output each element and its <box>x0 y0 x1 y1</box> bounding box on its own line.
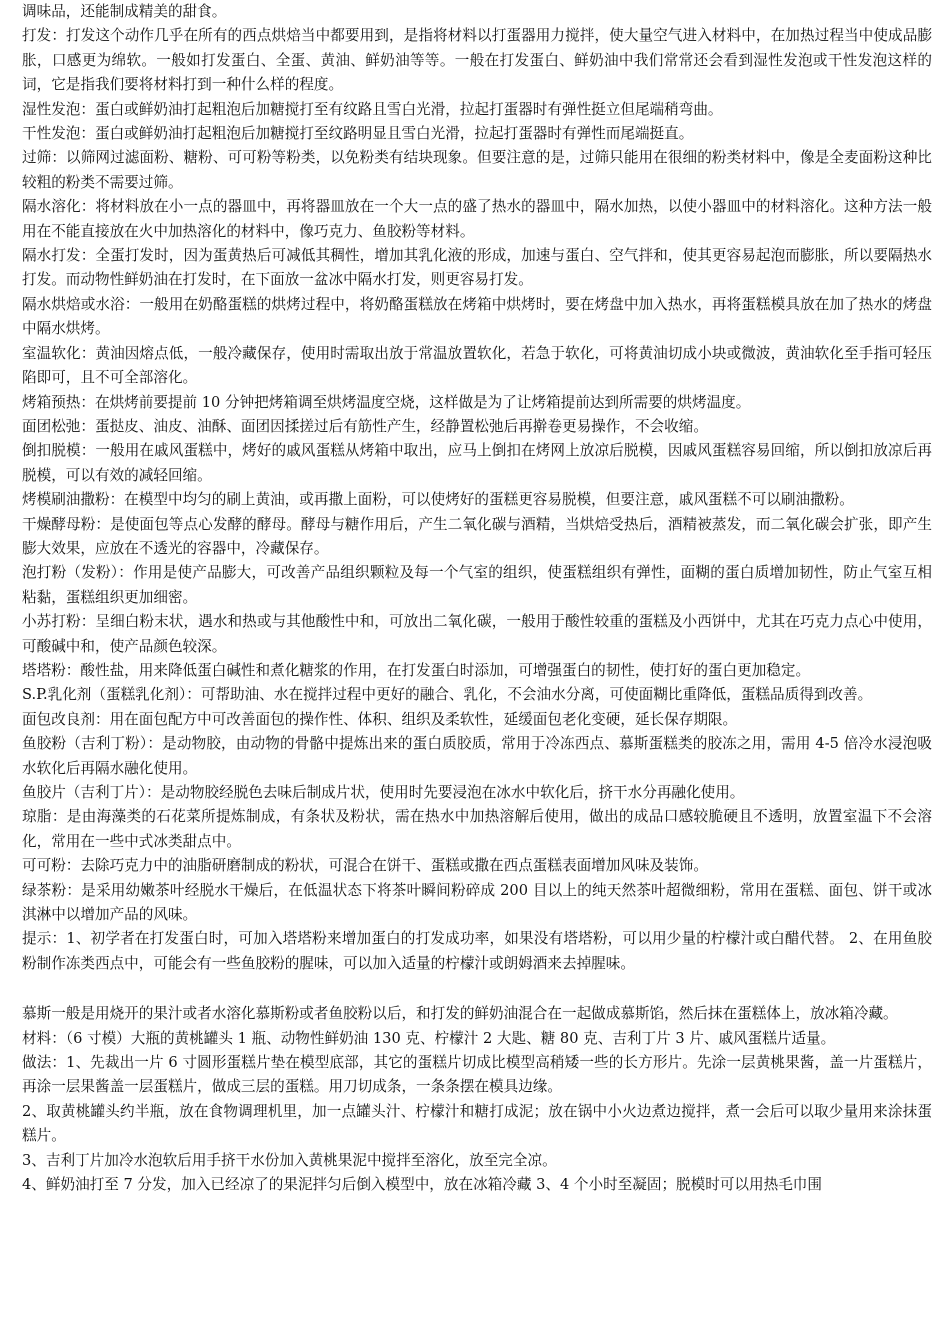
paragraph-mousse-intro: 慕斯一般是用烧开的果汁或者水溶化慕斯粉或者鱼胶粉以后，和打发的鲜奶油混合在一起做成慕斯馅，然后抹在蛋糕体上，放冰箱冷藏。 <box>22 1005 898 1023</box>
paragraph-dry-yeast: 干燥酵母粉：是使面包等点心发酵的酵母。酵母与糖作用后，产生二氧化碳与酒精，当烘焙受热后，酒精被蒸发，而二氧化碳会扩张，即产生膨大效果，应放在不透光的容器中，冷藏保存。 <box>22 515 932 557</box>
paragraph-intro-continuation: 调味品，还能制成精美的甜食。 <box>22 3 227 20</box>
paragraph-method-step-4: 4、鲜奶油打至 7 分发，加入已经凉了的果泥拌匀后倒入模型中，放在冰箱冷藏 3、4 个小时至凝固；脱模时可以用热毛巾围 <box>22 1176 822 1194</box>
paragraph-baking-powder: 泡打粉（发粉）：作用是使产品膨大，可改善产品组织颗粒及每一个气室的组织，使蛋糕组织有弹性，面糊的蛋白质增加韧性，防止气室互相粘黏，蛋糕组织更加细密。 <box>22 564 932 606</box>
paragraph-matcha-powder: 绿茶粉：是采用幼嫩茶叶经脱水干燥后，在低温状态下将茶叶瞬间粉碎成 200 目以上的纯天然茶叶超微细粉，常用在蛋糕、面包、饼干或冰淇淋中以增加产品的风味。 <box>22 881 932 924</box>
paragraph-dough-resting: 面团松弛：蛋挞皮、油皮、油酥、面团因揉搓过后有筋性产生，经静置松弛后再擀卷更易操作，不会收缩。 <box>22 417 708 435</box>
paragraph-water-bath-whipping: 隔水打发：全蛋打发时，因为蛋黄热后可减低其稠性，增加其乳化液的形成，加速与蛋白、空气拌和，使其更容易起泡而膨胀，所以要隔热水打发。而动物性鲜奶油在打发时，在下面放一盆冰中隔水打发，则更容易打发。 <box>22 247 932 289</box>
paragraph-baking-soda: 小苏打粉：呈细白粉末状，遇水和热或与其他酸性中和，可放出二氧化碳，一般用于酸性较重的蛋糕及小西饼中，尤其在巧克力点心中使用，可酸碱中和，使产品颜色较深。 <box>22 613 932 655</box>
paragraph-sifting: 过筛：以筛网过滤面粉、糖粉、可可粉等粉类，以免粉类有结块现象。但要注意的是，过筛只能用在很细的粉类材料中，像是全麦面粉这种比较粗的粉类不需要过筛。 <box>22 149 932 191</box>
paragraph-oven-preheat: 烤箱预热：在烘烤前要提前 10 分钟把烤箱调至烘烤温度空烧，这样做是为了让烤箱提前达到所需要的烘烤温度。 <box>22 393 751 411</box>
paragraph-method-step-3: 3、吉利丁片加冷水泡软后用手挤干水份加入黄桃果泥中搅拌至溶化，放至完全凉。 <box>22 1151 557 1169</box>
paragraph-agar: 琼脂：是由海藻类的石花菜所提炼制成，有条状及粉状，需在热水中加热溶解后使用，做出的成品口感较脆硬且不透明，放置室温下不会溶化，常用在一些中式冰类甜点中。 <box>22 808 932 850</box>
paragraph-ingredients: 材料：（6 寸模）大瓶的黄桃罐头 1 瓶、动物性鲜奶油 130 克、柠檬汁 2 大匙、糖 80 克、吉利丁片 3 片、戚风蛋糕片适量。 <box>22 1029 836 1047</box>
paragraph-sp-emulsifier: S.P.乳化剂（蛋糕乳化剂）：可帮助油、水在搅拌过程中更好的融合、乳化，不会油水分离，可使面糊比重降低，蛋糕品质得到改善。 <box>22 686 873 704</box>
paragraph-room-temp-softening: 室温软化：黄油因熔点低，一般冷藏保存，使用时需取出放于常温放置软化，若急于软化，可将黄油切成小块或微波，黄油软化至手指可轻压陷即可，且不可全部溶化。 <box>22 344 932 387</box>
paragraph-cream-of-tartar: 塔塔粉：酸性盐，用来降低蛋白碱性和煮化糖浆的作用，在打发蛋白时添加，可增强蛋白的韧性，使打好的蛋白更加稳定。 <box>22 661 811 679</box>
paragraph-method-step-2: 2、取黄桃罐头约半瓶，放在食物调理机里，加一点罐头汁、柠檬汁和糖打成泥；放在锅中小火边煮边搅拌，煮一会后可以取少量用来涂抹蛋糕片。 <box>22 1102 932 1145</box>
paragraph-water-bath-melting: 隔水溶化：将材料放在小一点的器皿中，再将器皿放在一个大一点的盛了热水的器皿中，隔水加热，以使小器皿中的材料溶化。这种方法一般用在不能直接放在火中加热溶化的材料中，像巧克力、鱼胶粉等材料。 <box>22 198 932 240</box>
paragraph-cocoa-powder: 可可粉：去除巧克力中的油脂研磨制成的粉状，可混合在饼干、蛋糕或撒在西点蛋糕表面增加风味及装饰。 <box>22 857 708 875</box>
paragraph-greasing-mold: 烤模刷油撒粉：在模型中均匀的刷上黄油，或再撒上面粉，可以使烤好的蛋糕更容易脱模，但要注意，戚风蛋糕不可以刷油撒粉。 <box>22 491 854 509</box>
paragraph-inverted-demolding: 倒扣脱模：一般用在戚风蛋糕中，烤好的戚风蛋糕从烤箱中取出，应马上倒扣在烤网上放凉后脱模，因戚风蛋糕容易回缩，所以倒扣放凉后再脱模，可以有效的减轻回缩。 <box>22 442 932 484</box>
paragraph-method-step-1: 做法：1、先裁出一片 6 寸圆形蛋糕片垫在模型底部，其它的蛋糕片切成比模型高稍矮一些的长方形片。先涂一层黄桃果酱，盖一片蛋糕片，再涂一层果酱盖一层蛋糕片，做成三层的蛋糕。用刀切成条，一条条摆在模具边缘。 <box>22 1054 932 1096</box>
section-spacer <box>22 976 932 1002</box>
paragraph-gelatin-sheets: 鱼胶片（吉利丁片）：是动物胶经脱色去味后制成片状，使用时先要浸泡在冰水中软化后，挤干水分再融化使用。 <box>22 784 745 801</box>
paragraph-whipping: 打发：打发这个动作几乎在所有的西点烘焙当中都要用到，是指将材料以打蛋器用力搅拌，使大量空气进入材料中，在加热过程当中使成品膨胀，口感更为绵软。一般如打发蛋白、全蛋、黄油、鲜奶油等等。一般在打发蛋白、鲜奶油中我们常常还会看到湿性发泡或干性发泡这样的词，它是指我们要将材料打到一种什么样的程度。 <box>22 27 932 94</box>
paragraph-stiff-peak: 干性发泡：蛋白或鲜奶油打起粗泡后加糖搅打至纹路明显且雪白光滑，拉起打蛋器时有弹性而尾端挺直。 <box>22 125 694 143</box>
paragraph-tips: 提示：1、初学者在打发蛋白时，可加入塔塔粉来增加蛋白的打发成功率，如果没有塔塔粉，可以用少量的柠檬汁或白醋代替。 2、在用鱼胶粉制作冻类西点中，可能会有一些鱼胶粉的腥味，可以加入适量的柠檬汁或朗姆酒来去掉腥味。 <box>22 930 932 972</box>
paragraph-water-bath-baking: 隔水烘焙或水浴：一般用在奶酪蛋糕的烘烤过程中，将奶酪蛋糕放在烤箱中烘烤时，要在烤盘中加入热水，再将蛋糕模具放在加了热水的烤盘中隔水烘烤。 <box>22 295 932 338</box>
document-page <box>22 0 932 1344</box>
paragraph-gelatin-powder: 鱼胶粉（吉利丁粉）：是动物胶，由动物的骨骼中提炼出来的蛋白质胶质，常用于冷冻西点、慕斯蛋糕类的胶冻之用，需用 4-5 倍冷水浸泡吸水软化后再隔水融化使用。 <box>22 735 932 777</box>
paragraph-bread-improver: 面包改良剂：用在面包配方中可改善面包的操作性、体积、组织及柔软性，延缓面包老化变硬，延长保存期限。 <box>22 710 738 728</box>
paragraph-wet-peak: 湿性发泡：蛋白或鲜奶油打起粗泡后加糖搅打至有纹路且雪白光滑，拉起打蛋器时有弹性挺立但尾端稍弯曲。 <box>22 100 723 118</box>
